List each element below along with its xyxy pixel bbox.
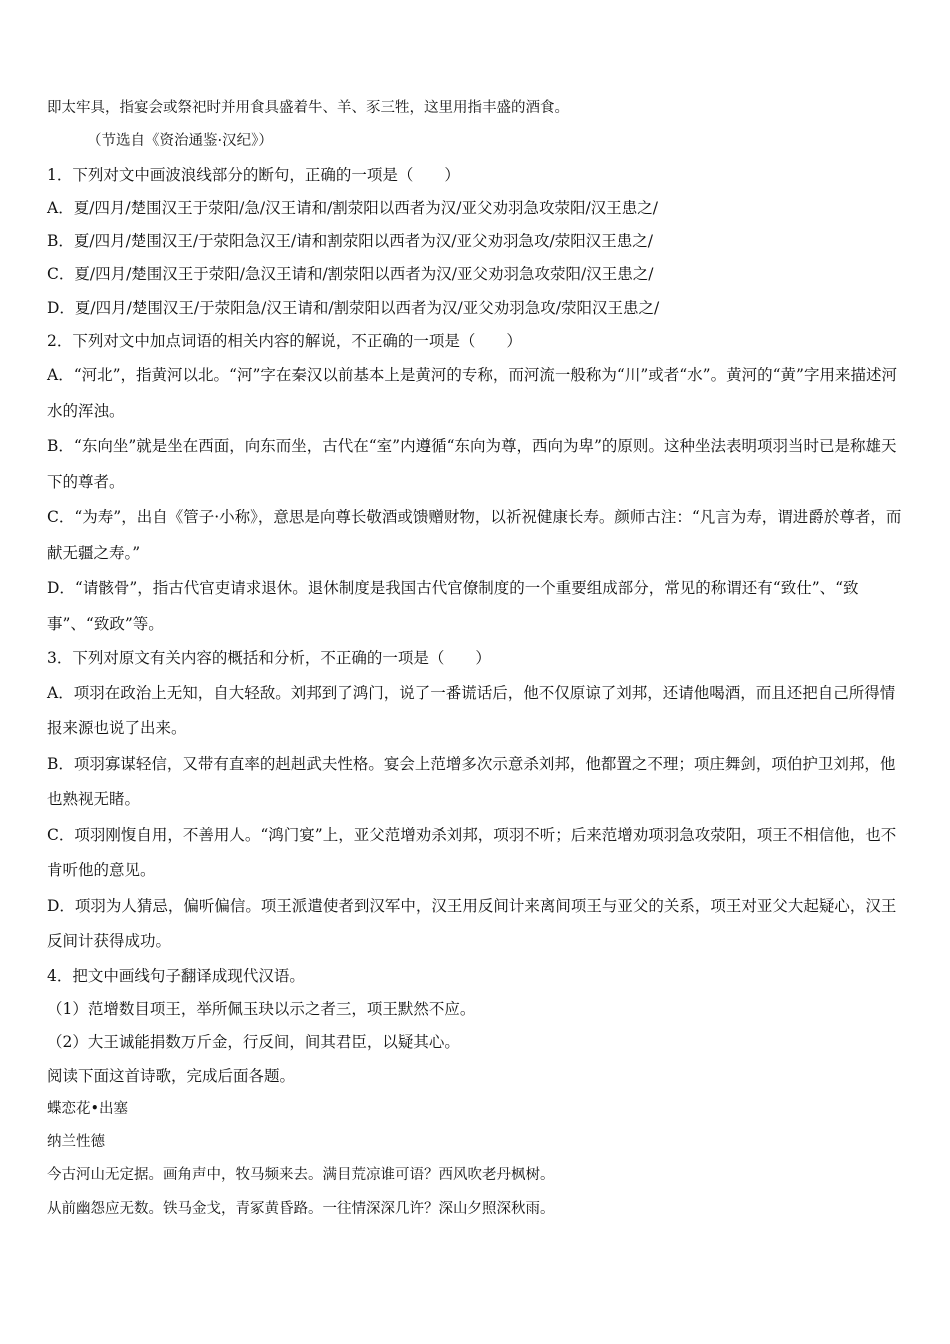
question-1-option-c: C．夏/四月/楚围汉王于荥阳/急汉王请和/割荥阳以西者为汉/亚父劝羽急攻荥阳/汉王患之/ (47, 265, 654, 284)
question-2: 2．下列对文中加点词语的相关内容的解说，不正确的一项是（ ） (47, 332, 522, 351)
question-2-option-a: A．“河北”，指黄河以北。“河”字在秦汉以前基本上是黄河的专称，而河流一般称为“川”或者“水”。黄河的“黄”字用来描述河水的浑浊。 (47, 366, 897, 420)
poem-title: 蝶恋花•出塞 (47, 1100, 129, 1117)
question-3: 3．下列对原文有关内容的概括和分析，不正确的一项是（ ） (47, 649, 491, 668)
question-3-option-b: B．项羽寡谋轻信，又带有直率的赳赳武夫性格。宴会上范增多次示意杀刘邦，他都置之不理；项庄舞剑，项伯护卫刘邦，他也熟视无睹。 (47, 754, 896, 809)
question-1: 1．下列对文中画波浪线部分的断句，正确的一项是（ ） (47, 165, 460, 184)
poem-stanza-1: 今古河山无定据。画角声中，牧马频来去。满目荒凉谁可语？西风吹老丹枫树。 (47, 1167, 555, 1184)
question-3-option-c: C．项羽刚愎自用，不善用人。“鸿门宴”上，亚父范增劝杀刘邦，项羽不听；后来范增劝项羽急攻荥阳，项王不相信他，也不肯听他的意见。 (47, 825, 897, 880)
question-3-option-d: D．项羽为人猜忌，偏听偏信。项王派遣使者到汉军中，汉王用反间计来离间项王与亚父的关系，项王对亚父大起疑心，汉王反间计获得成功。 (47, 896, 897, 951)
question-3-option-a: A．项羽在政治上无知，自大轻敌。刘邦到了鸿门，说了一番谎话后，他不仅原谅了刘邦，还请他喝酒，而且还把自己所得情报来源也说了出来。 (47, 683, 896, 738)
poem-stanza-2: 从前幽怨应无数。铁马金戈，青冢黄昏路。一往情深深几许？深山夕照深秋雨。 (47, 1200, 555, 1217)
question-1-option-b: B．夏/四月/楚围汉王/于荥阳急汉王/请和割荥阳以西者为汉/亚父劝羽急攻/荥阳汉王患之/ (47, 232, 653, 251)
question-1-option-a: A．夏/四月/楚围汉王于荥阳/急/汉王请和/割荥阳以西者为汉/亚父劝羽急攻荥阳/汉王患之/ (47, 198, 658, 217)
question-4-part-1: （1）范增数目项王，举所佩玉玦以示之者三，项王默然不应。 (47, 999, 476, 1018)
poem-author: 纳兰性德 (47, 1134, 105, 1151)
question-2-option-c: C．“为寿”，出自《管子·小称》，意思是向尊长敬酒或馈赠财物，以祈祝健康长寿。颜师古注：“凡言为寿，谓进爵於尊者，而献无疆之寿。” (47, 508, 902, 562)
document-page (47, 92, 909, 1226)
question-4: 4．把文中画线句子翻译成现代汉语。 (47, 966, 305, 985)
footnote-line: 即太牢具，指宴会或祭祀时并用食具盛着牛、羊、豕三牲，这里用指丰盛的酒食。 (47, 100, 569, 116)
question-4-part-2: （2）大王诚能捐数万斤金，行反间，间其君臣，以疑其心。 (47, 1033, 460, 1052)
question-2-option-b: B．“东向坐”就是坐在西面，向东而坐，古代在“室”内遵循“东向为尊，西向为卑”的原则。这种坐法表明项羽当时已是称雄天下的尊者。 (47, 437, 897, 491)
poem-instruction: 阅读下面这首诗歌，完成后面各题。 (47, 1066, 296, 1085)
question-2-option-d: D．“请骸骨”，指古代官吏请求退休。退休制度是我国古代官僚制度的一个重要组成部分，常见的称谓还有“致仕”、“致事”、“致政”等。 (47, 579, 859, 633)
source-citation: （节选自《资治通鉴·汉纪》） (87, 133, 273, 150)
question-1-option-d: D．夏/四月/楚围汉王/于荥阳急/汉王请和/割荥阳以西者为汉/亚父劝羽急攻/荥阳汉王患之/ (47, 298, 660, 317)
